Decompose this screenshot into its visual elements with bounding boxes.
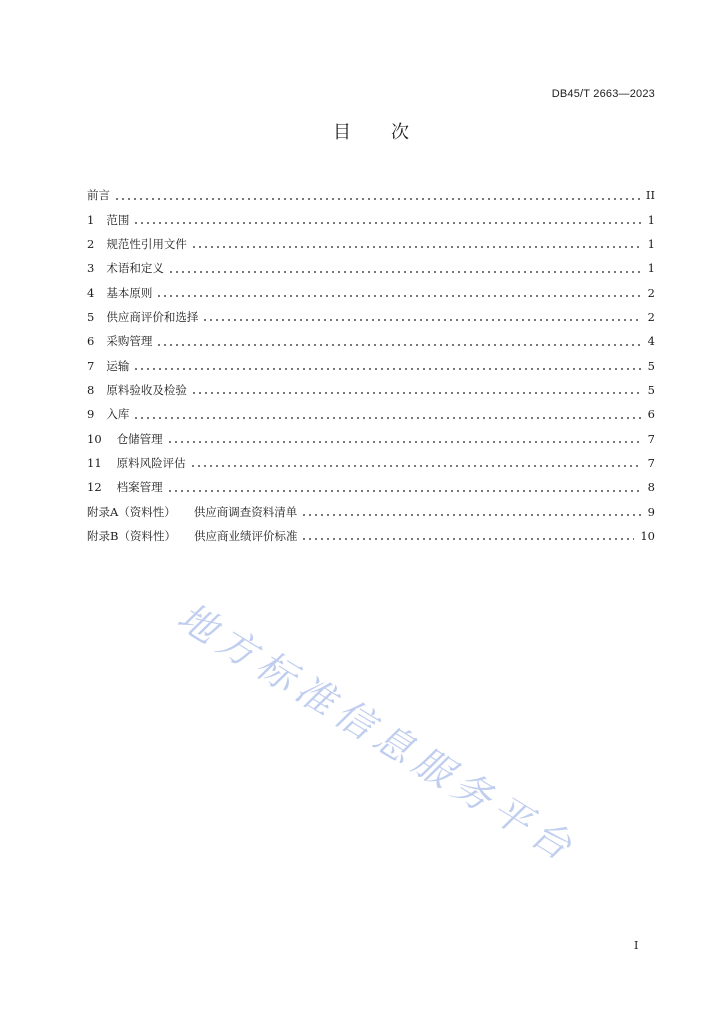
toc-entry-appendix-a[interactable] [87,499,655,523]
toc-entry-number: 9 [87,407,95,422]
toc-entry-appendix-b[interactable] [87,524,655,548]
toc-entry-page: 8 [647,480,655,495]
toc-entry-number: 12 [87,480,102,495]
toc-appendix-label: 附录B（资料性） [87,528,176,543]
toc-entry-page: 1 [647,212,655,227]
toc-entry-10[interactable] [87,426,655,450]
toc-entry-number: 8 [87,382,95,397]
toc-entry-page: 4 [647,334,655,349]
toc-entry-number: 6 [87,334,95,349]
toc-entry-foreword[interactable] [87,183,655,207]
toc-entry-page: 9 [647,504,655,519]
toc-entry-number: 11 [87,455,102,470]
toc-entry-5[interactable] [87,305,655,329]
toc-entry-7[interactable] [87,353,655,377]
toc-entry-page: 10 [640,528,655,543]
toc-entry-title: 术语和定义 [106,261,164,276]
toc-entry-number: 10 [87,431,102,446]
toc-entry-title: 基本原则 [106,285,153,300]
toc-entry-page: 7 [647,431,655,446]
watermark: 地方标准信息服务平台 [170,594,586,873]
toc-entry-page: 5 [647,382,655,397]
toc-entry-page: 1 [647,261,655,276]
toc-appendix-label: 附录A（资料性） [87,504,176,519]
toc-entry-title: 仓储管理 [116,431,163,446]
toc-entry-3[interactable] [87,256,655,280]
toc-entry-page: 5 [647,358,655,373]
toc-entry-title: 范围 [106,212,130,227]
toc-dot-leader [191,238,641,249]
toc-entry-title: 入库 [106,407,130,422]
toc-dot-leader [133,409,641,420]
toc-entry-number: 2 [87,236,95,251]
toc-entry-title: 档案管理 [116,480,163,495]
toc-entry-title: 供应商评价和选择 [106,309,199,324]
toc-entry-page: 6 [647,407,655,422]
toc-dot-leader [114,190,640,201]
toc-dot-leader [202,311,641,322]
toc-dot-leader [167,482,641,493]
toc-entry-title: 运输 [106,358,130,373]
document-code: DB45/T 2663—2023 [551,88,655,100]
toc-entry-12[interactable] [87,475,655,499]
toc-dot-leader [167,433,641,444]
toc-entry-title: 供应商调查资料清单 [193,504,298,519]
toc-entry-number: 1 [87,212,95,227]
toc-entry-page: 2 [647,309,655,324]
toc-entry-page: 2 [647,285,655,300]
toc-entry-number: 5 [87,309,95,324]
toc-dot-leader [133,214,641,225]
toc-entry-9[interactable] [87,402,655,426]
toc-dot-leader [168,263,641,274]
table-of-contents [87,183,655,548]
page-number: I [634,939,639,952]
toc-entry-6[interactable] [87,329,655,353]
toc-dot-leader [156,287,641,298]
toc-entry-2[interactable] [87,232,655,256]
toc-entry-title: 前言 [87,188,110,203]
page-title: 目次 [333,122,449,143]
toc-entry-8[interactable] [87,378,655,402]
toc-entry-page: II [645,188,655,203]
toc-entry-11[interactable] [87,451,655,475]
toc-dot-leader [301,506,641,517]
toc-entry-4[interactable] [87,280,655,304]
toc-entry-number: 3 [87,261,95,276]
toc-dot-leader [191,384,641,395]
toc-entry-1[interactable] [87,207,655,231]
toc-dot-leader [190,457,641,468]
toc-entry-number: 7 [87,358,95,373]
toc-entry-title: 供应商业绩评价标准 [193,528,298,543]
toc-entry-title: 采购管理 [106,334,153,349]
toc-dot-leader [133,360,641,371]
toc-entry-page: 1 [647,236,655,251]
toc-entry-number: 4 [87,285,95,300]
toc-entry-page: 7 [647,455,655,470]
toc-entry-title: 原料验收及检验 [106,382,187,397]
toc-entry-title: 原料风险评估 [116,455,186,470]
toc-dot-leader [156,336,641,347]
toc-dot-leader [301,530,634,541]
toc-entry-title: 规范性引用文件 [106,236,187,251]
